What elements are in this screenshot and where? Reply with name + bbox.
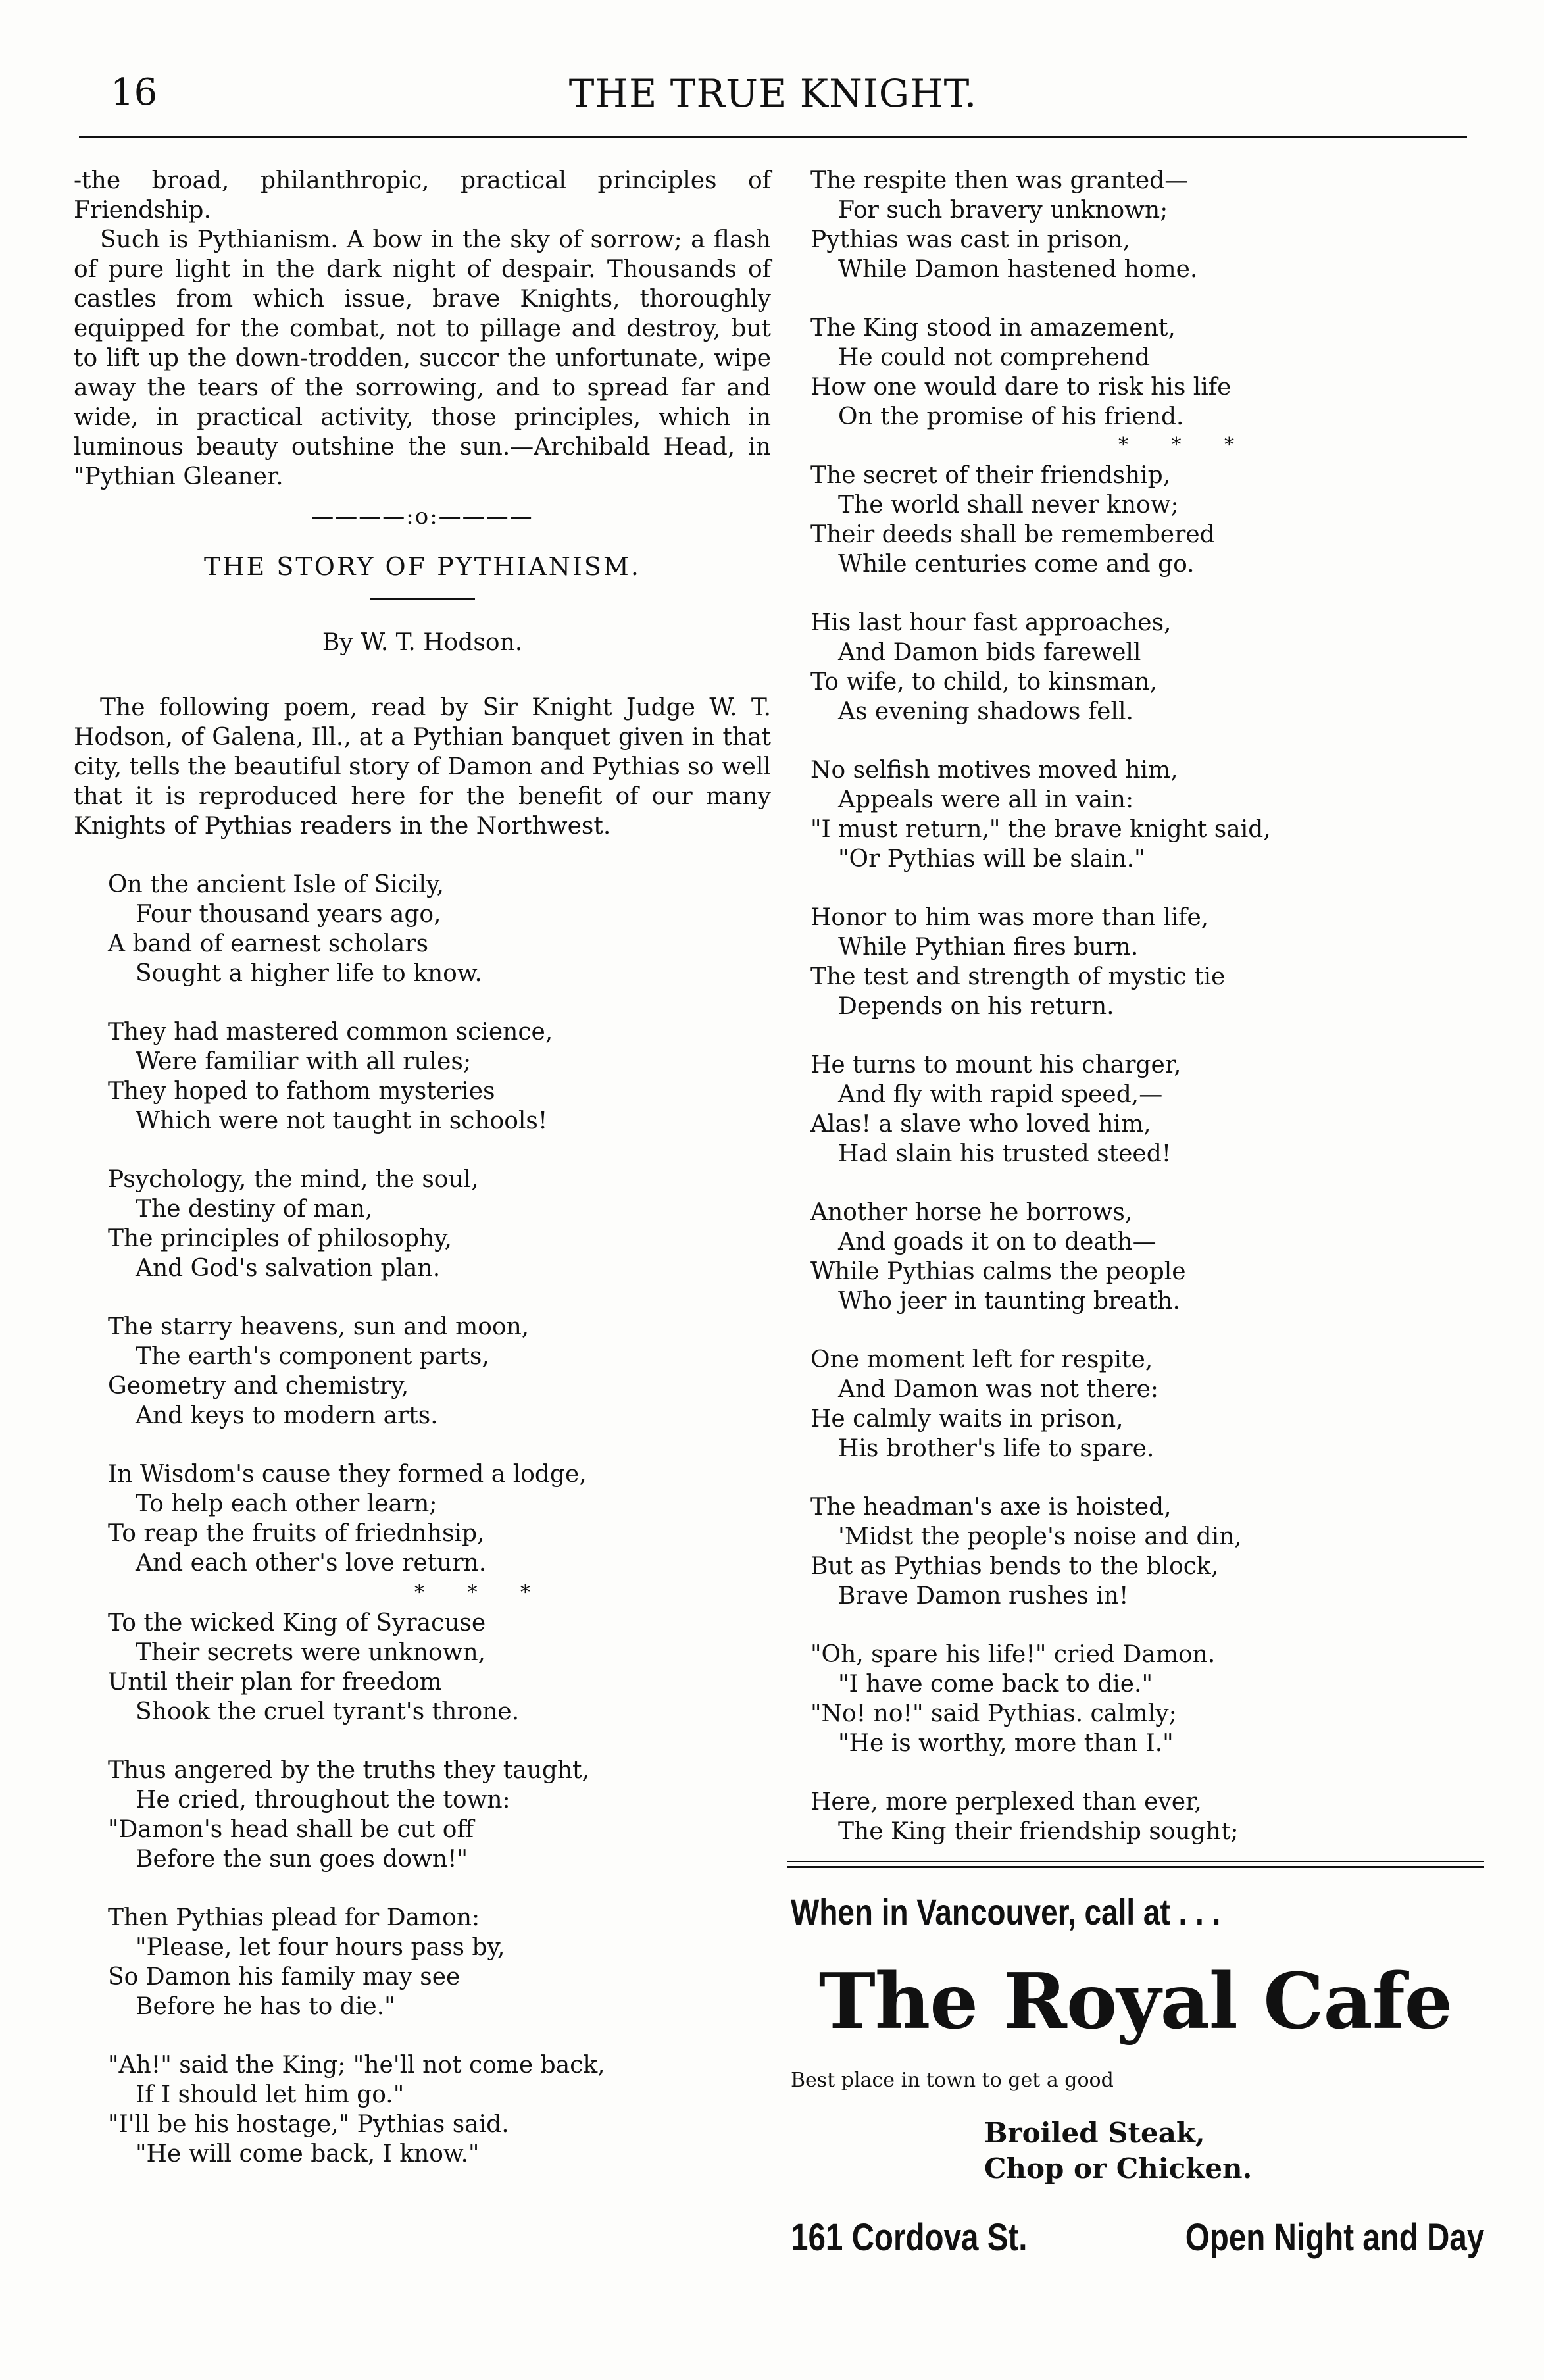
poem-line: Appeals were all in vain: (838, 786, 1134, 813)
poem-line: And God's salvation plan. (136, 1255, 441, 1282)
right-column (810, 166, 1482, 1875)
poem-line: For such bravery unknown; (838, 197, 1168, 224)
poem-line: Four thousand years ago, (136, 901, 441, 928)
ad-address: 161 Cordova St. (791, 2216, 1028, 2259)
poem-line: "I must return," the brave knight said, (810, 816, 1271, 843)
poem-line: "He will come back, I know." (136, 2140, 480, 2167)
poem-line: As evening shadows fell. (838, 698, 1133, 725)
ad-hours: Open Night and Day (1185, 2216, 1484, 2259)
poem-line: On the promise of his friend. (838, 403, 1184, 430)
ad-menu (984, 2115, 1484, 2187)
poem-stanza (810, 608, 1482, 726)
poem-line: So Damon his family may see (108, 1963, 461, 1990)
section-stars: * * * (414, 1581, 549, 1604)
poem-line: "Ah!" said the King; "he'll not come back, (108, 2052, 605, 2079)
poem-stanza (810, 1787, 1482, 1846)
poem-line: Until their plan for freedom (108, 1669, 442, 1696)
poem-line: Before he has to die." (136, 1993, 395, 2020)
continued-paragraph: Such is Pythianism. A bow in the sky of sorrow; a flash of pure light in the dark night of despair. Thousands of castles from which issue, brave Knights, thoroughly equipped for the combat, not to pillage and destroy, but to lift up the down-trodden, succor the unfortunate, wipe away the tears of the sorrowing, and to spread far and wide, in practical activity, those principles, which in luminous beauty outshine the sun.—Archibald Head, in "Pythian Gleaner. (74, 226, 771, 490)
left-column (74, 166, 771, 2198)
poem-line: While Pythias calms the people (810, 1258, 1186, 1285)
poem-line: "Or Pythias will be slain." (838, 846, 1145, 873)
poem-stanza (810, 166, 1482, 284)
poem-line: The headman's axe is hoisted, (810, 1494, 1172, 1521)
poem-line: And fly with rapid speed,— (838, 1081, 1163, 1108)
poem-line: He could not comprehend (838, 344, 1151, 371)
ad-menu-line: Chop or Chicken. (984, 2152, 1253, 2185)
poem-stanza (810, 1198, 1482, 1316)
section-stars: * * * (1118, 434, 1253, 457)
poem-line: To reap the fruits of friednhsip, (108, 1520, 485, 1547)
poem-line: They had mastered common science, (108, 1019, 553, 1046)
poem-line: Their deeds shall be remembered (810, 521, 1215, 548)
poem-line: No selfish motives moved him, (810, 757, 1178, 784)
ad-business-name: The Royal Cafe (818, 1957, 1453, 2046)
poem-line: To help each other learn; (136, 1490, 437, 1517)
poem-line: He calmly waits in prison, (810, 1405, 1124, 1432)
ad-menu-line: Broiled Steak, (984, 2117, 1205, 2149)
poem-line: While Damon hastened home. (838, 256, 1198, 283)
poem-line: How one would dare to risk his life (810, 374, 1232, 401)
poem-line: Pythias was cast in prison, (810, 226, 1130, 253)
poem-line: The destiny of man, (136, 1196, 373, 1223)
page-number: 16 (111, 71, 158, 114)
poem-line: Geometry and chemistry, (108, 1373, 409, 1400)
poem-stanza (74, 1608, 771, 1727)
poem-line: And Damon bids farewell (838, 639, 1141, 666)
poem-line: Honor to him was more than life, (810, 904, 1209, 931)
poem-line: The King stood in amazement, (810, 315, 1176, 342)
story-title: THE STORY OF PYTHIANISM. (204, 552, 641, 581)
poem-stanza (810, 461, 1482, 579)
royal-cafe-advertisement (787, 1860, 1484, 2262)
poem-line: 'Midst the people's noise and din, (838, 1523, 1242, 1550)
poem-line: Psychology, the mind, the soul, (108, 1166, 479, 1193)
poem-line: Brave Damon rushes in! (838, 1582, 1129, 1609)
poem-line: If I should let him go." (136, 2081, 405, 2108)
poem-line: And each other's love return. (136, 1550, 487, 1577)
poem-stanza (810, 903, 1482, 1021)
poem-line: Depends on his return. (838, 993, 1114, 1020)
poem-stanza (810, 1640, 1482, 1758)
poem-line: "No! no!" said Pythias. calmly; (810, 1700, 1177, 1727)
poem-stanza (810, 1050, 1482, 1169)
ad-footer (787, 2215, 1484, 2262)
poem-line: Before the sun goes down!" (136, 1846, 468, 1873)
poem-line: And goads it on to death— (838, 1228, 1157, 1255)
poem-line: He turns to mount his charger, (810, 1051, 1182, 1078)
poem-line: The earth's component parts, (136, 1343, 489, 1370)
poem-line: And Damon was not there: (838, 1376, 1159, 1403)
poem-line: Then Pythias plead for Damon: (108, 1904, 480, 1931)
poem-line: Shook the cruel tyrant's throne. (136, 1698, 520, 1725)
poem-line: Had slain his trusted steed! (838, 1140, 1172, 1167)
poem-line: "Oh, spare his life!" cried Damon. (810, 1641, 1216, 1668)
page-header (79, 71, 1467, 130)
poem-line: While Pythian fires burn. (838, 934, 1139, 961)
poem-line: He cried, throughout the town: (136, 1786, 511, 1813)
poem-line: Sought a higher life to know. (136, 960, 482, 987)
continued-paragraph: -the broad, philanthropic, practical principles of Friendship. (74, 167, 771, 224)
section-divider: ————:o:———— (311, 503, 534, 530)
header-rule (79, 136, 1467, 138)
poem-line: One moment left for respite, (810, 1346, 1153, 1373)
poem-line: And keys to modern arts. (136, 1402, 438, 1429)
poem-line: The King their friendship sought; (838, 1818, 1239, 1845)
poem-line: To the wicked King of Syracuse (108, 1609, 486, 1636)
poem-line: His brother's life to spare. (838, 1435, 1155, 1462)
poem-line: The secret of their friendship, (810, 462, 1171, 489)
poem-stanza (810, 755, 1482, 874)
poem-line: A band of earnest scholars (108, 930, 429, 957)
poem-line: "Please, let four hours pass by, (136, 1934, 505, 1961)
poem-line: "Damon's head shall be cut off (108, 1816, 474, 1843)
poem-line: In Wisdom's cause they formed a lodge, (108, 1461, 587, 1488)
poem-line: Their secrets were unknown, (136, 1639, 486, 1666)
poem-line: The world shall never know; (838, 492, 1179, 519)
poem-line: The respite then was granted— (810, 167, 1189, 194)
running-title: THE TRUE KNIGHT. (568, 71, 978, 116)
poem-stanza (74, 1017, 771, 1136)
poem-line: The test and strength of mystic tie (810, 963, 1226, 990)
poem-line: On the ancient Isle of Sicily, (108, 871, 445, 898)
title-rule (370, 598, 475, 600)
poem-line: The starry heavens, sun and moon, (108, 1313, 530, 1340)
poem-line: While centuries come and go. (838, 551, 1195, 578)
poem-line: Here, more perplexed than ever, (810, 1788, 1202, 1815)
byline: By W. T. Hodson. (322, 629, 523, 656)
poem-line: Who jeer in taunting breath. (838, 1288, 1180, 1315)
poem-line: Were familiar with all rules; (136, 1048, 472, 1075)
poem-stanza (74, 870, 771, 988)
ad-tagline: Best place in town to get a good (791, 2069, 1114, 2092)
poem-line: "I have come back to die." (838, 1671, 1153, 1698)
ad-headline: When in Vancouver, call at . . . (791, 1891, 1221, 1933)
poem-line: But as Pythias bends to the block, (810, 1553, 1219, 1580)
poem-stanza (74, 1756, 771, 1874)
poem-stanza (74, 1903, 771, 2021)
poem-stanza (74, 2050, 771, 2169)
poem-stanza (810, 1492, 1482, 1611)
ad-top-rule (787, 1860, 1484, 1868)
poem-line: Another horse he borrows, (810, 1199, 1133, 1226)
poem-line: They hoped to fathom mysteries (108, 1078, 495, 1105)
poem-line: Alas! a slave who loved him, (810, 1111, 1151, 1138)
poem-line: The principles of philosophy, (108, 1225, 453, 1252)
poem-line: To wife, to child, to kinsman, (810, 669, 1157, 696)
poem-line: His last hour fast approaches, (810, 609, 1172, 636)
poem-stanza (810, 313, 1482, 432)
poem-line: Which were not taught in schools! (136, 1107, 548, 1134)
poem-stanza (74, 1165, 771, 1283)
poem-stanza (810, 1345, 1482, 1463)
poem-line: Thus angered by the truths they taught, (108, 1757, 589, 1784)
poem-line: "I'll be his hostage," Pythias said. (108, 2111, 509, 2138)
poem-stanza (74, 1312, 771, 1431)
intro-paragraph: The following poem, read by Sir Knight Judge W. T. Hodson, of Galena, Ill., at a Pythian banquet given in that city, tells the beautiful story of Damon and Pythias so well that it is reproduced here for the benefit of our many Knights of Pythias readers in the Northwest. (74, 694, 771, 840)
poem-line: "He is worthy, more than I." (838, 1730, 1174, 1757)
poem-stanza (74, 1459, 771, 1578)
